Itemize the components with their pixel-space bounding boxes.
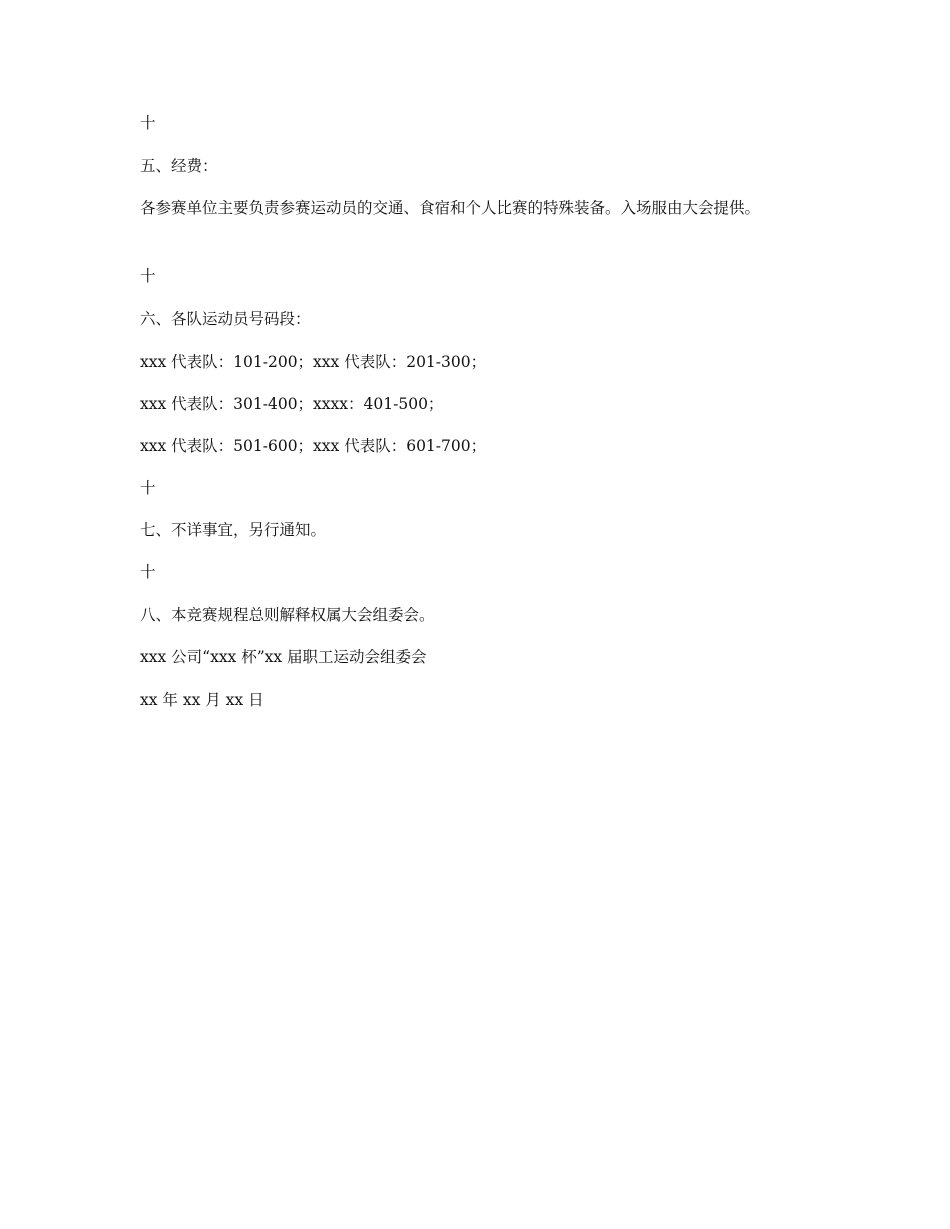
separator-mark: 十 (140, 479, 156, 497)
number-range-line: xxx 代表队：101-200；xxx 代表队：201-300； (140, 353, 487, 371)
separator-mark: 十 (140, 563, 156, 581)
number-range-line: xxx 代表队：501-600；xxx 代表队：601-700； (140, 437, 487, 455)
section-heading-funding: 五、经费： (140, 157, 218, 175)
issue-date: xx 年 xx 月 xx 日 (140, 691, 264, 709)
number-range-line: xxx 代表队：301-400；xxxx：401-500； (140, 395, 444, 413)
issuer-signature: xxx 公司“xxx 杯”xx 届职工运动会组委会 (140, 648, 427, 666)
section-heading-interpretation: 八、本竞赛规程总则解释权属大会组委会。 (140, 606, 435, 624)
separator-mark: 十 (140, 114, 156, 132)
section-heading-other-matters: 七、不详事宜，另行通知。 (140, 521, 327, 539)
separator-mark: 十 (140, 267, 156, 285)
funding-paragraph: 各参赛单位主要负责参赛运动员的交通、食宿和个人比赛的特殊装备。入场服由大会提供。 (140, 199, 761, 217)
section-heading-athlete-numbers: 六、各队运动员号码段： (140, 310, 311, 328)
